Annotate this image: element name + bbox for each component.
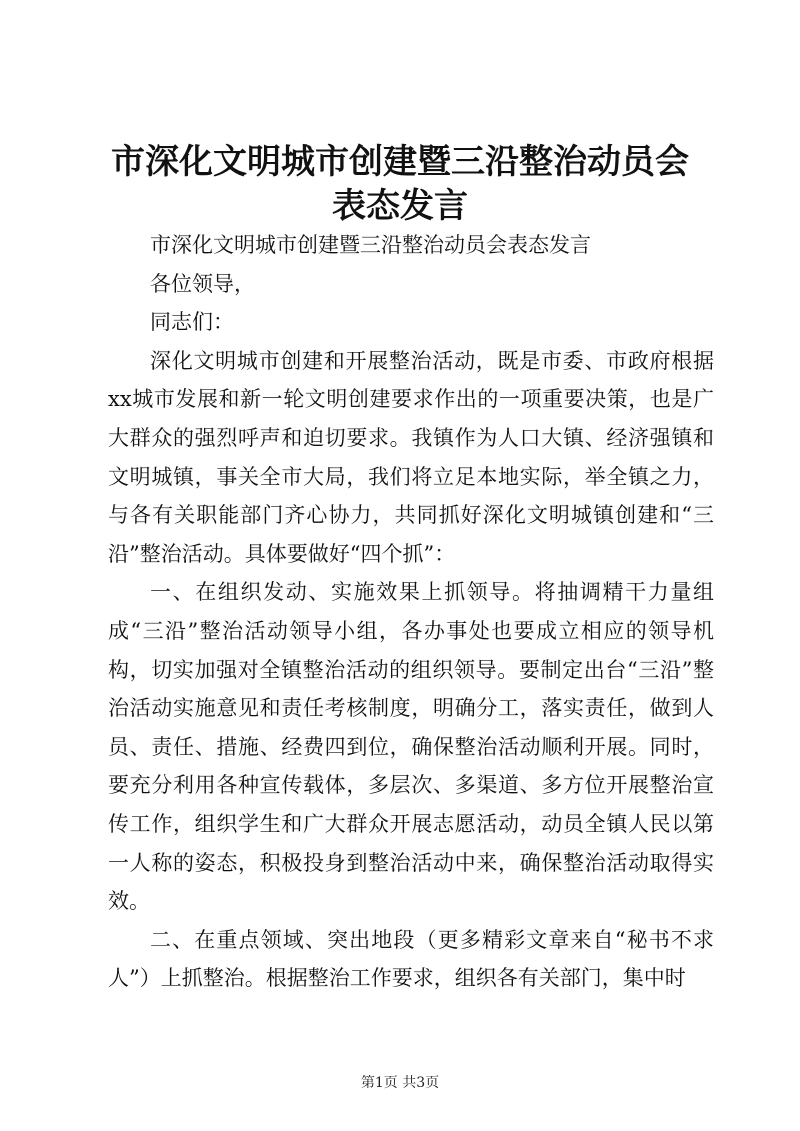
section-one-paragraph: 一、在组织发动、实施效果上抓领导。将抽调精干力量组成“三沿”整治活动领导小组，各办事处也要成立相应的领导机构，切实加强对全镇整治活动的组织领导。要制定出台“三沿”整治活动实施意见和责任考核制度，明确分工，落实责任，做到人员、责任、措施、经费四到位，确保整治活动顺利开展。同时，要充分利用各种宣传载体，多层次、多渠道、多方位开展整治宣传工作，组织学生和广大群众开展志愿活动，动员全镇人民以第一人称的姿态，积极投身到整治活动中来，确保整治活动取得实效。 xyxy=(108,580,714,914)
intro-paragraph: 深化文明城市创建和开展整治活动，既是市委、市政府根据xx城市发展和新一轮文明创建要求作出的一项重要决策，也是广大群众的强烈呼声和迫切要求。我镇作为人口大镇、经济强镇和文明城镇，事关全市大局，我们将立足本地实际，举全镇之力，与各有关职能部门齐心协力，共同抓好深化文明城镇创建和“三沿”整治活动。具体要做好“四个抓”： xyxy=(108,348,714,566)
subtitle-paragraph: 市深化文明城市创建暨三沿整治动员会表态发言 xyxy=(150,233,591,257)
salutation-comrades: 同志们： xyxy=(150,310,234,335)
document-body xyxy=(108,226,714,998)
salutation-leaders: 各位领导， xyxy=(150,271,255,296)
section-two-paragraph: 二、在重点领域、突出地段（更多精彩文章来自“秘书不求人”）上抓整治。根据整治工作要求，组织各有关部门，集中时 xyxy=(108,927,714,991)
document-title: 市深化文明城市创建暨三沿整治动员会表态发言 xyxy=(111,142,689,226)
page-number-footer: 第1页 共3页 xyxy=(360,1075,440,1091)
